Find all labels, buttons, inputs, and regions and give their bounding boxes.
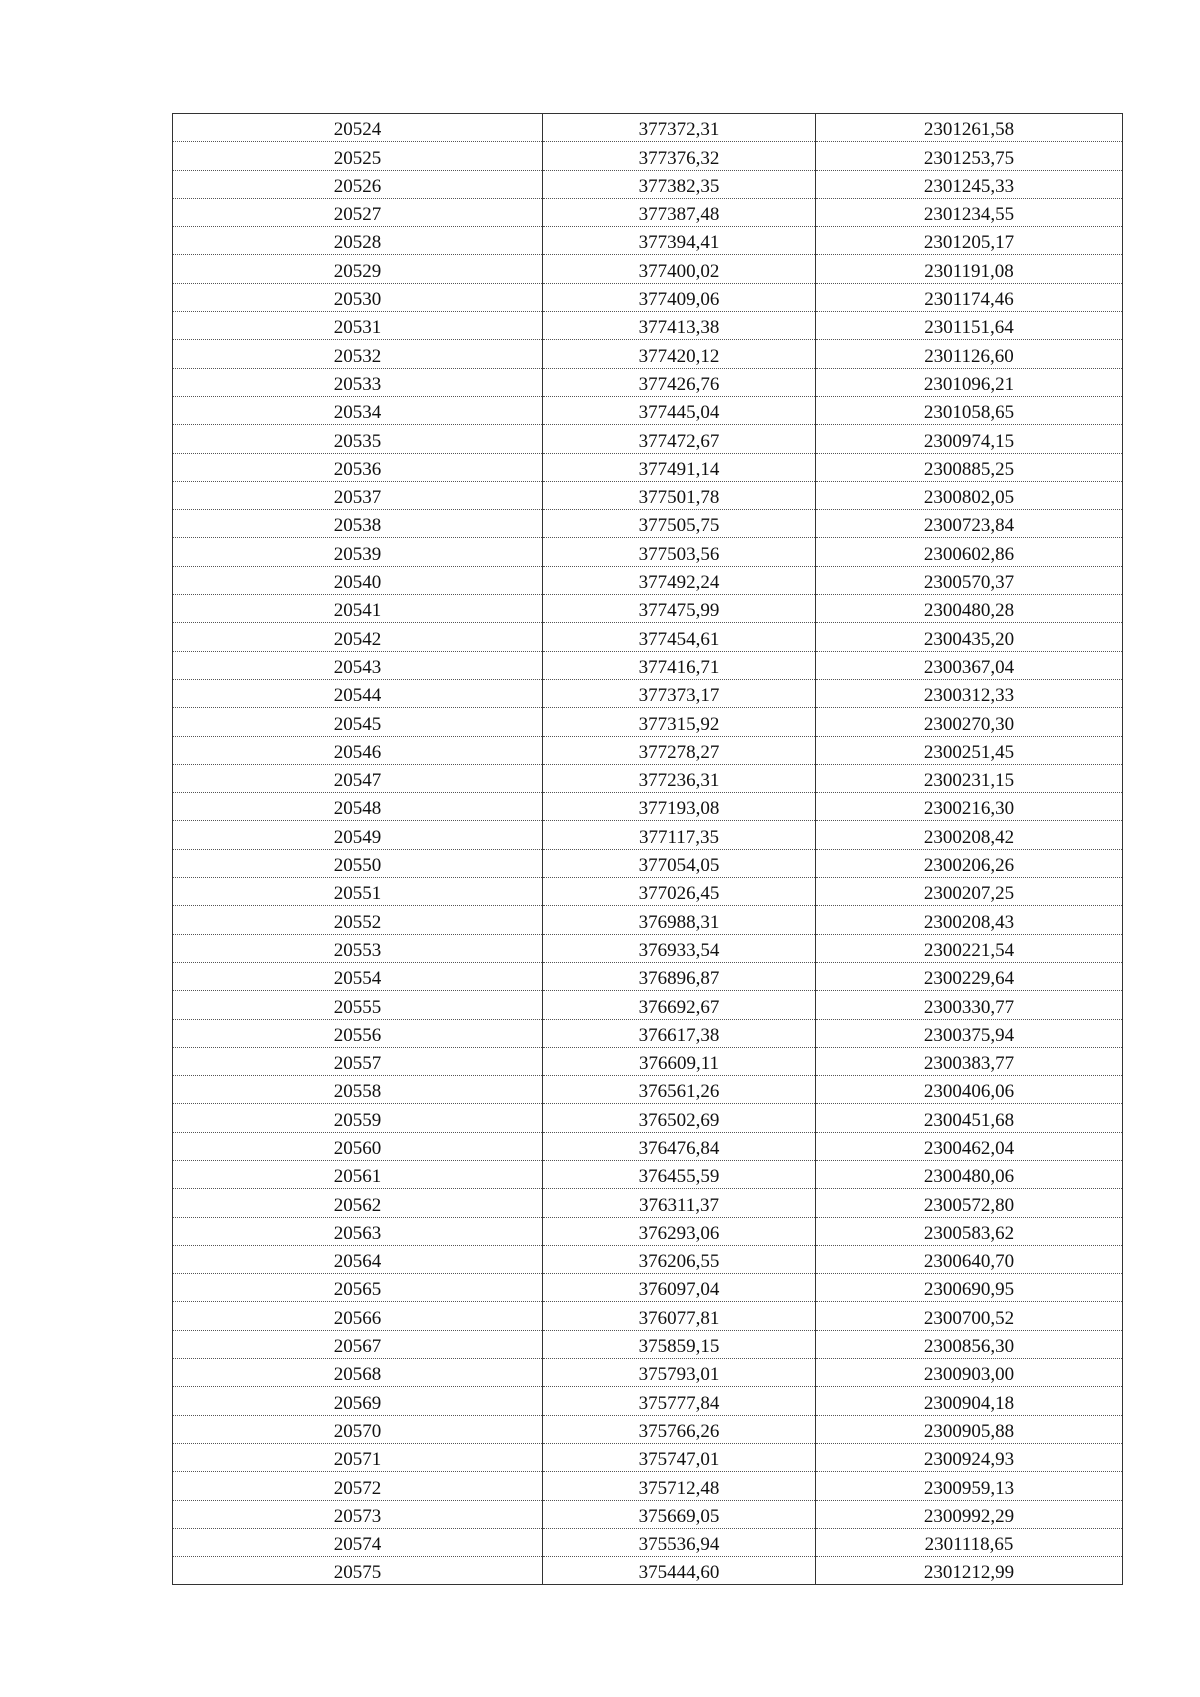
table-row [173, 1217, 1123, 1245]
coordinates-table-body [173, 114, 1123, 1585]
point-number-cell: 20529 [173, 255, 543, 283]
x-coordinate-cell: 376896,87 [543, 962, 816, 990]
x-coordinate-cell: 377501,78 [543, 481, 816, 509]
x-coordinate-cell: 375669,05 [543, 1500, 816, 1528]
table-row [173, 340, 1123, 368]
table-row [173, 481, 1123, 509]
x-coordinate-cell: 377387,48 [543, 198, 816, 226]
table-row [173, 453, 1123, 481]
table-row [173, 510, 1123, 538]
y-coordinate-cell: 2300583,62 [816, 1217, 1123, 1245]
point-number-cell: 20569 [173, 1387, 543, 1415]
y-coordinate-cell: 2301096,21 [816, 368, 1123, 396]
point-number-cell: 20564 [173, 1245, 543, 1273]
y-coordinate-cell: 2300640,70 [816, 1245, 1123, 1273]
table-row [173, 962, 1123, 990]
point-number-cell: 20561 [173, 1160, 543, 1188]
point-number-cell: 20538 [173, 510, 543, 538]
y-coordinate-cell: 2300375,94 [816, 1019, 1123, 1047]
y-coordinate-cell: 2301205,17 [816, 227, 1123, 255]
x-coordinate-cell: 377445,04 [543, 396, 816, 424]
x-coordinate-cell: 377503,56 [543, 538, 816, 566]
x-coordinate-cell: 377416,71 [543, 651, 816, 679]
y-coordinate-cell: 2300406,06 [816, 1076, 1123, 1104]
y-coordinate-cell: 2300229,64 [816, 962, 1123, 990]
table-row [173, 1132, 1123, 1160]
point-number-cell: 20568 [173, 1359, 543, 1387]
point-number-cell: 20563 [173, 1217, 543, 1245]
x-coordinate-cell: 377413,38 [543, 312, 816, 340]
y-coordinate-cell: 2301151,64 [816, 312, 1123, 340]
point-number-cell: 20545 [173, 708, 543, 736]
table-row [173, 1359, 1123, 1387]
table-row [173, 1274, 1123, 1302]
table-row [173, 906, 1123, 934]
y-coordinate-cell: 2301245,33 [816, 170, 1123, 198]
x-coordinate-cell: 377278,27 [543, 736, 816, 764]
y-coordinate-cell: 2300700,52 [816, 1302, 1123, 1330]
table-row [173, 1160, 1123, 1188]
x-coordinate-cell: 377382,35 [543, 170, 816, 198]
table-row [173, 708, 1123, 736]
table-row [173, 114, 1123, 142]
y-coordinate-cell: 2300974,15 [816, 425, 1123, 453]
x-coordinate-cell: 376502,69 [543, 1104, 816, 1132]
x-coordinate-cell: 376476,84 [543, 1132, 816, 1160]
x-coordinate-cell: 376617,38 [543, 1019, 816, 1047]
point-number-cell: 20540 [173, 566, 543, 594]
y-coordinate-cell: 2300480,06 [816, 1160, 1123, 1188]
table-row [173, 849, 1123, 877]
table-row [173, 1189, 1123, 1217]
y-coordinate-cell: 2300330,77 [816, 991, 1123, 1019]
y-coordinate-cell: 2300216,30 [816, 793, 1123, 821]
point-number-cell: 20552 [173, 906, 543, 934]
x-coordinate-cell: 377492,24 [543, 566, 816, 594]
point-number-cell: 20543 [173, 651, 543, 679]
x-coordinate-cell: 377054,05 [543, 849, 816, 877]
x-coordinate-cell: 375859,15 [543, 1330, 816, 1358]
y-coordinate-cell: 2300208,42 [816, 821, 1123, 849]
x-coordinate-cell: 377372,31 [543, 114, 816, 142]
x-coordinate-cell: 377236,31 [543, 764, 816, 792]
point-number-cell: 20573 [173, 1500, 543, 1528]
table-row [173, 736, 1123, 764]
y-coordinate-cell: 2301253,75 [816, 142, 1123, 170]
x-coordinate-cell: 377454,61 [543, 623, 816, 651]
point-number-cell: 20560 [173, 1132, 543, 1160]
table-row [173, 764, 1123, 792]
y-coordinate-cell: 2300208,43 [816, 906, 1123, 934]
point-number-cell: 20530 [173, 283, 543, 311]
x-coordinate-cell: 376077,81 [543, 1302, 816, 1330]
y-coordinate-cell: 2301234,55 [816, 198, 1123, 226]
table-row [173, 396, 1123, 424]
point-number-cell: 20556 [173, 1019, 543, 1047]
point-number-cell: 20527 [173, 198, 543, 226]
table-row [173, 595, 1123, 623]
table-row [173, 651, 1123, 679]
x-coordinate-cell: 376097,04 [543, 1274, 816, 1302]
table-row [173, 1387, 1123, 1415]
x-coordinate-cell: 376692,67 [543, 991, 816, 1019]
table-row [173, 1528, 1123, 1556]
table-row [173, 1047, 1123, 1075]
point-number-cell: 20555 [173, 991, 543, 1019]
y-coordinate-cell: 2300959,13 [816, 1472, 1123, 1500]
x-coordinate-cell: 375777,84 [543, 1387, 816, 1415]
point-number-cell: 20567 [173, 1330, 543, 1358]
point-number-cell: 20532 [173, 340, 543, 368]
point-number-cell: 20553 [173, 934, 543, 962]
point-number-cell: 20549 [173, 821, 543, 849]
y-coordinate-cell: 2300690,95 [816, 1274, 1123, 1302]
point-number-cell: 20548 [173, 793, 543, 821]
x-coordinate-cell: 377409,06 [543, 283, 816, 311]
table-row [173, 425, 1123, 453]
x-coordinate-cell: 376455,59 [543, 1160, 816, 1188]
y-coordinate-cell: 2301118,65 [816, 1528, 1123, 1556]
y-coordinate-cell: 2301212,99 [816, 1557, 1123, 1585]
point-number-cell: 20541 [173, 595, 543, 623]
table-row [173, 283, 1123, 311]
coordinates-table [172, 113, 1123, 1585]
point-number-cell: 20565 [173, 1274, 543, 1302]
x-coordinate-cell: 376293,06 [543, 1217, 816, 1245]
x-coordinate-cell: 377491,14 [543, 453, 816, 481]
point-number-cell: 20554 [173, 962, 543, 990]
point-number-cell: 20574 [173, 1528, 543, 1556]
y-coordinate-cell: 2300602,86 [816, 538, 1123, 566]
x-coordinate-cell: 377426,76 [543, 368, 816, 396]
point-number-cell: 20526 [173, 170, 543, 198]
y-coordinate-cell: 2300904,18 [816, 1387, 1123, 1415]
table-row [173, 793, 1123, 821]
point-number-cell: 20531 [173, 312, 543, 340]
table-row [173, 227, 1123, 255]
point-number-cell: 20566 [173, 1302, 543, 1330]
table-row [173, 991, 1123, 1019]
x-coordinate-cell: 377475,99 [543, 595, 816, 623]
point-number-cell: 20534 [173, 396, 543, 424]
point-number-cell: 20528 [173, 227, 543, 255]
table-row [173, 1500, 1123, 1528]
table-row [173, 1104, 1123, 1132]
point-number-cell: 20546 [173, 736, 543, 764]
y-coordinate-cell: 2300480,28 [816, 595, 1123, 623]
y-coordinate-cell: 2300270,30 [816, 708, 1123, 736]
table-row [173, 1019, 1123, 1047]
table-row [173, 821, 1123, 849]
table-row [173, 198, 1123, 226]
table-row [173, 1443, 1123, 1471]
y-coordinate-cell: 2301174,46 [816, 283, 1123, 311]
x-coordinate-cell: 377315,92 [543, 708, 816, 736]
point-number-cell: 20533 [173, 368, 543, 396]
table-row [173, 142, 1123, 170]
x-coordinate-cell: 376609,11 [543, 1047, 816, 1075]
table-row [173, 1302, 1123, 1330]
table-row [173, 255, 1123, 283]
table-row [173, 538, 1123, 566]
x-coordinate-cell: 376311,37 [543, 1189, 816, 1217]
y-coordinate-cell: 2300207,25 [816, 878, 1123, 906]
y-coordinate-cell: 2300435,20 [816, 623, 1123, 651]
point-number-cell: 20535 [173, 425, 543, 453]
table-row [173, 368, 1123, 396]
point-number-cell: 20557 [173, 1047, 543, 1075]
table-row [173, 1330, 1123, 1358]
y-coordinate-cell: 2300251,45 [816, 736, 1123, 764]
y-coordinate-cell: 2300221,54 [816, 934, 1123, 962]
point-number-cell: 20525 [173, 142, 543, 170]
x-coordinate-cell: 377193,08 [543, 793, 816, 821]
y-coordinate-cell: 2300312,33 [816, 679, 1123, 707]
y-coordinate-cell: 2300992,29 [816, 1500, 1123, 1528]
y-coordinate-cell: 2300367,04 [816, 651, 1123, 679]
y-coordinate-cell: 2300451,68 [816, 1104, 1123, 1132]
table-row [173, 878, 1123, 906]
point-number-cell: 20571 [173, 1443, 543, 1471]
x-coordinate-cell: 376933,54 [543, 934, 816, 962]
table-row [173, 1415, 1123, 1443]
point-number-cell: 20536 [173, 453, 543, 481]
point-number-cell: 20524 [173, 114, 543, 142]
x-coordinate-cell: 377505,75 [543, 510, 816, 538]
table-row [173, 170, 1123, 198]
x-coordinate-cell: 375712,48 [543, 1472, 816, 1500]
point-number-cell: 20542 [173, 623, 543, 651]
table-row [173, 934, 1123, 962]
table-row [173, 1076, 1123, 1104]
y-coordinate-cell: 2300924,93 [816, 1443, 1123, 1471]
y-coordinate-cell: 2300231,15 [816, 764, 1123, 792]
y-coordinate-cell: 2301126,60 [816, 340, 1123, 368]
table-row [173, 1557, 1123, 1585]
x-coordinate-cell: 375766,26 [543, 1415, 816, 1443]
y-coordinate-cell: 2300570,37 [816, 566, 1123, 594]
point-number-cell: 20547 [173, 764, 543, 792]
y-coordinate-cell: 2300723,84 [816, 510, 1123, 538]
y-coordinate-cell: 2301261,58 [816, 114, 1123, 142]
point-number-cell: 20558 [173, 1076, 543, 1104]
table-row [173, 566, 1123, 594]
y-coordinate-cell: 2301058,65 [816, 396, 1123, 424]
point-number-cell: 20550 [173, 849, 543, 877]
y-coordinate-cell: 2301191,08 [816, 255, 1123, 283]
point-number-cell: 20575 [173, 1557, 543, 1585]
y-coordinate-cell: 2300572,80 [816, 1189, 1123, 1217]
x-coordinate-cell: 375747,01 [543, 1443, 816, 1471]
x-coordinate-cell: 375444,60 [543, 1557, 816, 1585]
y-coordinate-cell: 2300383,77 [816, 1047, 1123, 1075]
y-coordinate-cell: 2300905,88 [816, 1415, 1123, 1443]
y-coordinate-cell: 2300462,04 [816, 1132, 1123, 1160]
x-coordinate-cell: 377376,32 [543, 142, 816, 170]
point-number-cell: 20551 [173, 878, 543, 906]
point-number-cell: 20572 [173, 1472, 543, 1500]
x-coordinate-cell: 377420,12 [543, 340, 816, 368]
table-row [173, 1472, 1123, 1500]
x-coordinate-cell: 377117,35 [543, 821, 816, 849]
x-coordinate-cell: 376206,55 [543, 1245, 816, 1273]
y-coordinate-cell: 2300206,26 [816, 849, 1123, 877]
point-number-cell: 20539 [173, 538, 543, 566]
table-row [173, 312, 1123, 340]
x-coordinate-cell: 375793,01 [543, 1359, 816, 1387]
point-number-cell: 20544 [173, 679, 543, 707]
x-coordinate-cell: 377394,41 [543, 227, 816, 255]
x-coordinate-cell: 376561,26 [543, 1076, 816, 1104]
table-row [173, 679, 1123, 707]
point-number-cell: 20570 [173, 1415, 543, 1443]
x-coordinate-cell: 377373,17 [543, 679, 816, 707]
y-coordinate-cell: 2300802,05 [816, 481, 1123, 509]
x-coordinate-cell: 377472,67 [543, 425, 816, 453]
table-row [173, 623, 1123, 651]
x-coordinate-cell: 376988,31 [543, 906, 816, 934]
y-coordinate-cell: 2300885,25 [816, 453, 1123, 481]
y-coordinate-cell: 2300856,30 [816, 1330, 1123, 1358]
point-number-cell: 20559 [173, 1104, 543, 1132]
point-number-cell: 20562 [173, 1189, 543, 1217]
x-coordinate-cell: 375536,94 [543, 1528, 816, 1556]
point-number-cell: 20537 [173, 481, 543, 509]
x-coordinate-cell: 377026,45 [543, 878, 816, 906]
x-coordinate-cell: 377400,02 [543, 255, 816, 283]
table-row [173, 1245, 1123, 1273]
y-coordinate-cell: 2300903,00 [816, 1359, 1123, 1387]
